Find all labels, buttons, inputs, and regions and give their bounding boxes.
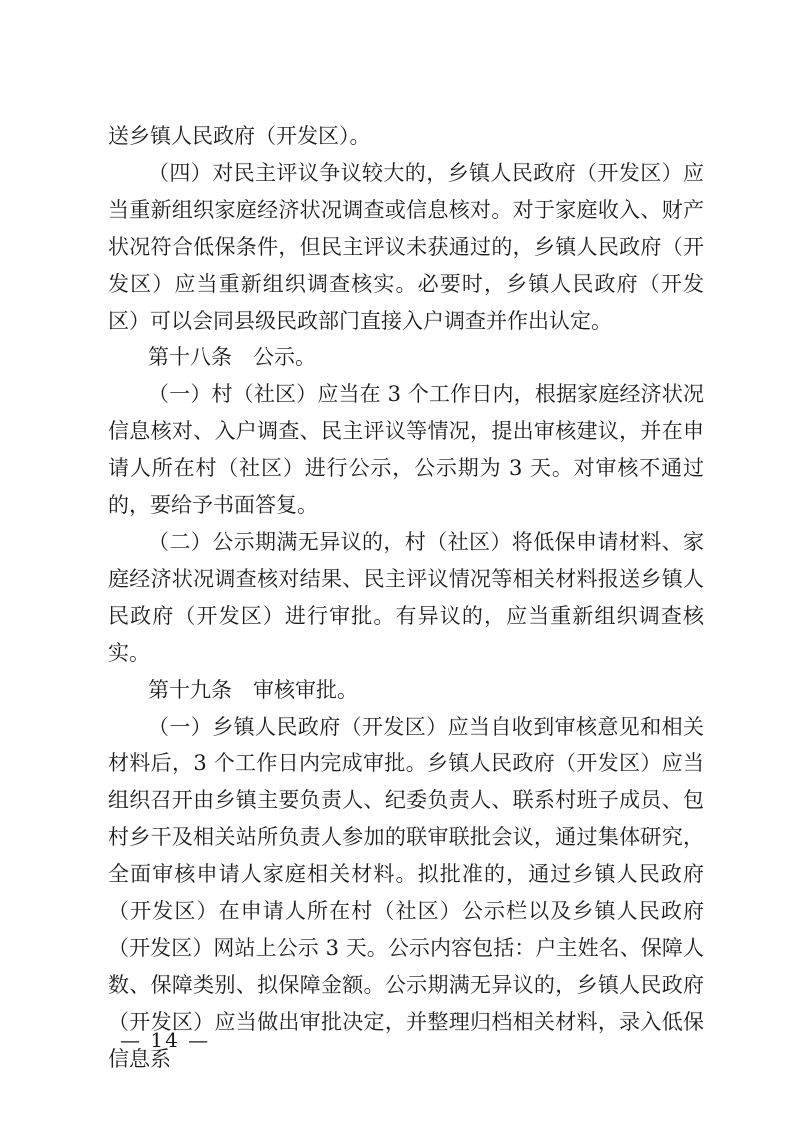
paragraph-article-19-item-1: （一）乡镇人民政府（开发区）应当自收到审核意见和相关材料后，3 个工作日内完成审批。乡镇人民政府（开发区）应当组织召开由乡镇主要负责人、纪委负责人、联系村班子成员、包村乡干及相关站所负责人参加的联审联批会议，通过集体研究，全面审核申请人家庭相关材料。拟批准的，通过乡镇人民政府（开发区）在申请人所在村（社区）公示栏以及乡镇人民政府（开发区）网站上公示 3 天。公示内容包括：户主姓名、保障人数、保障类别、拟保障金额。公示期满无异议的，乡镇人民政府（开发区）应当做出审批决定，并整理归档相关材料，录入低保信息系 <box>108 714 704 1071</box>
paragraph-continuation: 送乡镇人民政府（开发区）。 <box>108 124 371 148</box>
document-body <box>108 118 704 1078</box>
paragraph-article-18-item-1: （一）村（社区）应当在 3 个工作日内，根据家庭经济状况信息核对、入户调查、民主评议等情况，提出审核建议，并在申请人所在村（社区）进行公示，公示期为 3 天。对审核不通过的，要给予书面答复。 <box>108 382 704 518</box>
article-18-heading: 第十八条 公示。 <box>148 345 316 370</box>
paragraph-article-18-item-2: （二）公示期满无异议的，村（社区）将低保申请材料、家庭经济状况调查核对结果、民主评议情况等相关材料报送乡镇人民政府（开发区）进行审批。有异议的，应当重新组织调查核实。 <box>108 529 704 665</box>
article-19-heading: 第十九条 审核审批。 <box>148 677 358 702</box>
paragraph-item-4: （四）对民主评议争议较大的，乡镇人民政府（开发区）应当重新组织家庭经济状况调查或信息核对。对于家庭收入、财产状况符合低保条件，但民主评议未获通过的，乡镇人民政府（开发区）应当重新组织调查核实。必要时，乡镇人民政府（开发区）可以会同县级民政部门直接入户调查并作出认定。 <box>108 160 704 333</box>
page-number: — 14 — <box>120 1028 211 1052</box>
